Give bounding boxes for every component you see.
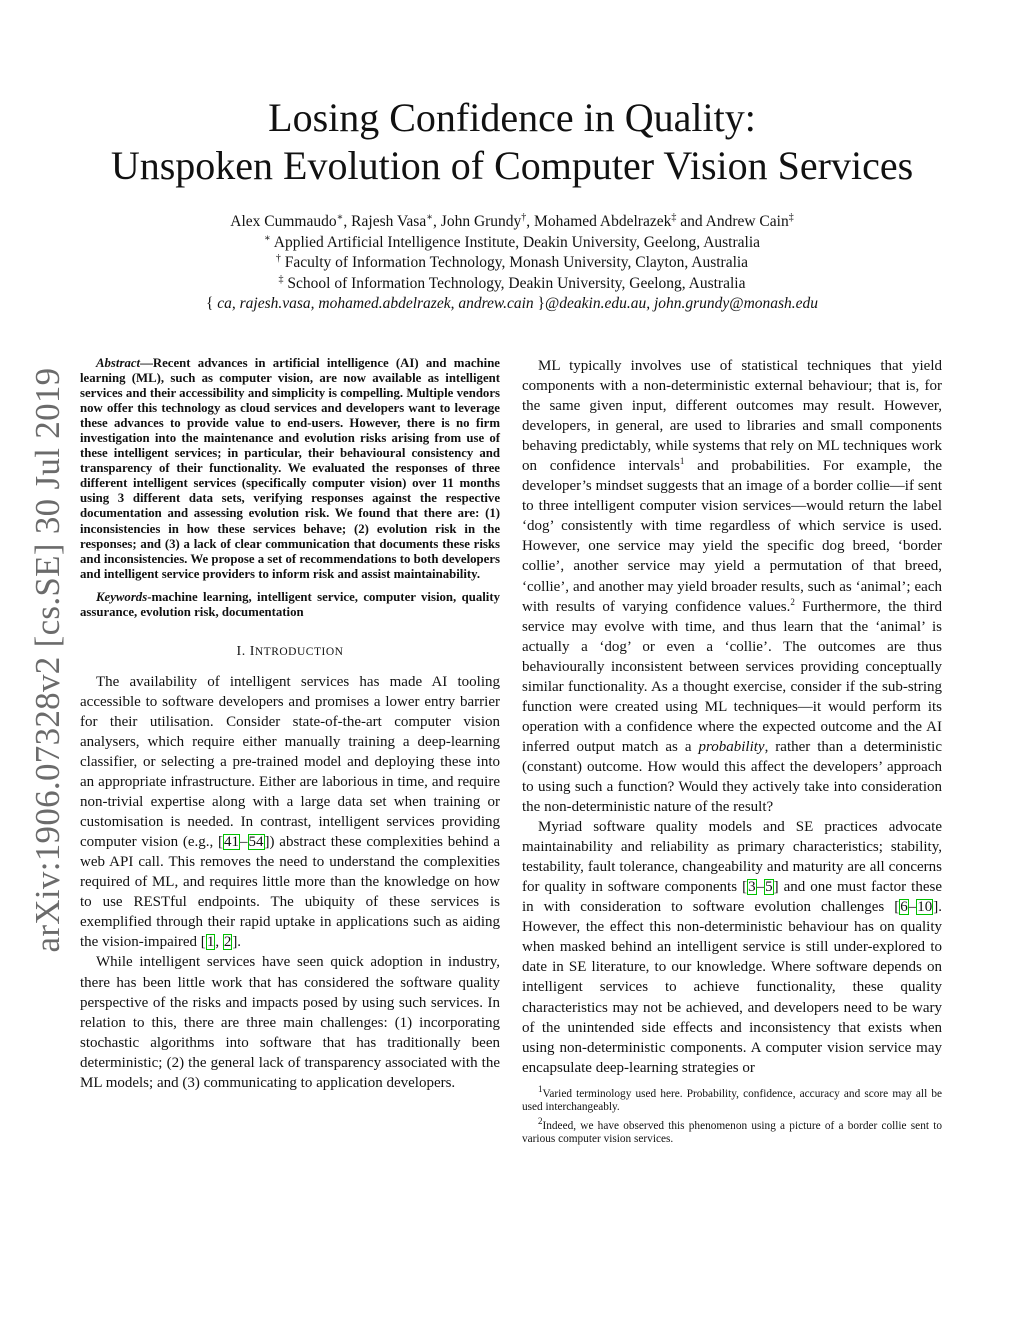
footnote-mark: 1 [538, 1083, 543, 1094]
author-name: , Rajesh Vasa [343, 213, 427, 230]
affiliation-mark: † [275, 252, 281, 264]
citation-link[interactable]: 41 [224, 834, 240, 851]
arxiv-identifier: arXiv:1906.07328v2 [cs.SE] 30 Jul 2019 [28, 367, 67, 953]
text-run: ]. However, the effect this non-deterministic behaviour has on quality when masked behind an intelligent service is still under-explored to date in SE literature, to our knowledge. Where software depends on intelligent services to achieve functionality, these quality characteristics may not be achieved, and developers need to be wary of the unintended side effects and inconsistency that exists when using non-deterministic components. A computer vision service may encapsulate deep-learning strategies or [522, 899, 942, 1076]
left-column [80, 356, 500, 1093]
title-line-2: Unspoken Evolution of Computer Vision Services [110, 143, 914, 188]
paragraph [80, 672, 500, 953]
text-run: – [908, 899, 917, 916]
email-brace: }@ [533, 295, 560, 312]
paragraph [522, 356, 942, 817]
abstract-label: Abstract [96, 356, 141, 370]
text-run: ]) abstract these complexities behind a web API call. This removes the need to understand the complexities required of ML, and requires little more than the knowledge on how to use RESTful endpoints. The ubiquity of these services is exemplified through their rapid uptake in applications such as aiding the vision-impaired [ [80, 834, 500, 951]
keywords-text: -machine learning, intelligent service, computer vision, quality assurance, evolution risk, documentation [80, 589, 500, 619]
author-names [60, 212, 964, 233]
abstract-text: —Recent advances in artificial intelligence (AI) and machine learning (ML), such as computer vision, are now available as intelligent services and their accessibility and simplicity is compelling. Multiple vendors now offer this technology as cloud services and developers want to leverage these advances to provide value to end-users. However, there is no firm investigation into the maintenance and evolution risks arising from use of these intelligent services; in particular, their behavioural consistency and transparency of their functionality. We evaluated the responses of three different intelligent services (specifically computer vision) over 11 months using 3 different data sets, verifying responses against the respective documentation and assessing evolution risk. We found that there are: (1) inconsistencies in how these services behave; (2) evolution risk in the responses; and (3) a lack of clear communication that documents these risks and inconsistencies. We propose a set of recommendations to both developers and intelligent service providers to inform risk and assist maintainability. [80, 356, 500, 581]
text-run: The availability of intelligent services has made AI tooling accessible to software developers and promises a lower entry barrier for their utilisation. Consider state-of-the-art computer vision analysers, which require either manually training a deep-learning classifier, or selecting a pre-trained model and deploying these into an appropriate infrastructure. Either are laborious in time, and require non-trivial expertise along with a large data set when training or customisation is needed. In contrast, intelligent services providing computer vision (e.g., [ [80, 673, 500, 851]
title-line-1: Losing Confidence in Quality: [268, 95, 756, 140]
affiliation-mark: ∗ [426, 211, 434, 223]
citation-link[interactable]: 5 [765, 879, 773, 896]
footnote-link[interactable]: 1 [679, 456, 685, 467]
author-name: Alex Cummaudo [230, 213, 337, 230]
affiliation-text: Faculty of Information Technology, Monash University, Clayton, Australia [280, 254, 749, 271]
text-run: ] and one must factor these in with consideration to software evolution challenges [ [522, 879, 942, 916]
footnote-2 [522, 1115, 942, 1147]
keywords [80, 590, 500, 620]
affiliation-mark: ∗ [263, 232, 271, 244]
author-block [60, 212, 964, 315]
text-run: ML typically involves use of statistical techniques that yield components with a non-deterministic external behaviour; that is, for the same given input, different outcomes may result. However, developers, in general, are used to libraries and small components behaving predictably, while systems that rely on ML techniques work on confidence intervals [522, 358, 942, 475]
footnotes [522, 1083, 942, 1147]
paragraph [522, 817, 942, 1078]
citation-link[interactable]: 3 [748, 879, 756, 896]
author-emails [60, 294, 964, 315]
affiliation-mark: † [521, 211, 527, 223]
citation-link[interactable]: 2 [223, 934, 232, 951]
right-column [522, 356, 942, 1152]
affiliation-mark: ‡ [278, 273, 284, 285]
paper-title [60, 94, 964, 190]
text-run: ]. [232, 934, 242, 951]
email-domains: deakin.edu.au, john.grundy@monash.edu [559, 295, 819, 312]
email-brace: { [205, 295, 218, 312]
affiliation-1 [60, 233, 964, 254]
affiliation-3 [60, 274, 964, 295]
text-run: Furthermore, the third service may evolve with time, and thus learn that the ‘animal’ is actually a ‘dog’ or even a ‘collie’. The outcomes are thus behaviourally inconsistent between services providing conceptually similar functionality. As a thought exercise, consider if the sub-string function were created using ML techniques—it would perform its operation with a confidence where the expected outcome and the AI inferred output match as a [522, 598, 942, 755]
affiliation-text: School of Information Technology, Deakin University, Geelong, Australia [283, 274, 746, 292]
citation-link[interactable]: 6 [900, 899, 908, 916]
emphasis: probability [698, 738, 765, 755]
text-run: , [215, 934, 223, 951]
footnote-text: Indeed, we have observed this phenomenon using a picture of a border collie sent to various computer vision services. [522, 1119, 942, 1146]
affiliation-text: Applied Artificial Intelligence Institute, Deakin University, Geelong, Australia [270, 233, 761, 251]
footnote-text: Varied terminology used here. Probability, confidence, accuracy and score may all be used interchangeably. [522, 1087, 942, 1114]
text-run: – [756, 879, 765, 896]
author-name: , Mohamed Abdelrazek [526, 213, 672, 230]
affiliation-mark: ‡ [671, 211, 677, 223]
footnote-mark: 2 [538, 1115, 543, 1126]
section-heading-introduction [80, 644, 500, 660]
right-column-body [522, 356, 942, 1078]
text-run: – [240, 834, 248, 851]
citation-link[interactable]: 10 [917, 899, 933, 916]
affiliation-mark: ‡ [788, 211, 794, 223]
citation-link[interactable]: 54 [248, 834, 264, 851]
introduction-body [80, 672, 500, 1093]
footnote-1 [522, 1083, 942, 1115]
text-run: Myriad software quality models and SE practices advocate maintainability and reliability as primary characteristics; stability, testability, fault tolerance, changeability and maturity are all concerns for quality in software components [ [522, 819, 942, 896]
paragraph: While intelligent services have seen quick adoption in industry, there has been little work that has considered the software quality perspective of the risks and impacts posed by using such services. In relation to this, there are three main challenges: (1) incorporating stochastic algorithms into software that has traditionally been deterministic; (2) the general lack of transparency associated with the ML models; and (3) communicating to application developers. [80, 954, 500, 1091]
keywords-label: Keywords [96, 589, 148, 604]
affiliation-2 [60, 253, 964, 274]
section-number: I. I [236, 643, 255, 659]
author-name: , John Grundy [433, 213, 522, 230]
footnote-link[interactable]: 2 [790, 596, 795, 607]
citation-link[interactable]: 1 [206, 934, 215, 951]
text-run: and probabilities. For example, the developer’s mindset suggests that an image of a border collie—if sent to three intelligent computer vision services—would return the label ‘dog’ consistently with time regardless of which service is used. However, one service may yield the specific dog breed, ‘border collie’, another service may yield a permutation of that breed, ‘collie’, and another may yield broader results, such as ‘animal’; each with results of varying confidence values. [522, 458, 942, 615]
text-run: , rather than a deterministic (constant) outcome. How would this affect the developers’ approach to using such a function? Would they actively take into consideration the non-deterministic nature of the result? [522, 738, 942, 816]
abstract [80, 356, 500, 582]
affiliation-mark: ∗ [336, 211, 344, 223]
section-title: NTRODUCTION [254, 645, 344, 658]
email-usernames: ca, rajesh.vasa, mohamed.abdelrazek, andrew.cain [217, 295, 534, 312]
author-name: and Andrew Cain [676, 213, 789, 230]
